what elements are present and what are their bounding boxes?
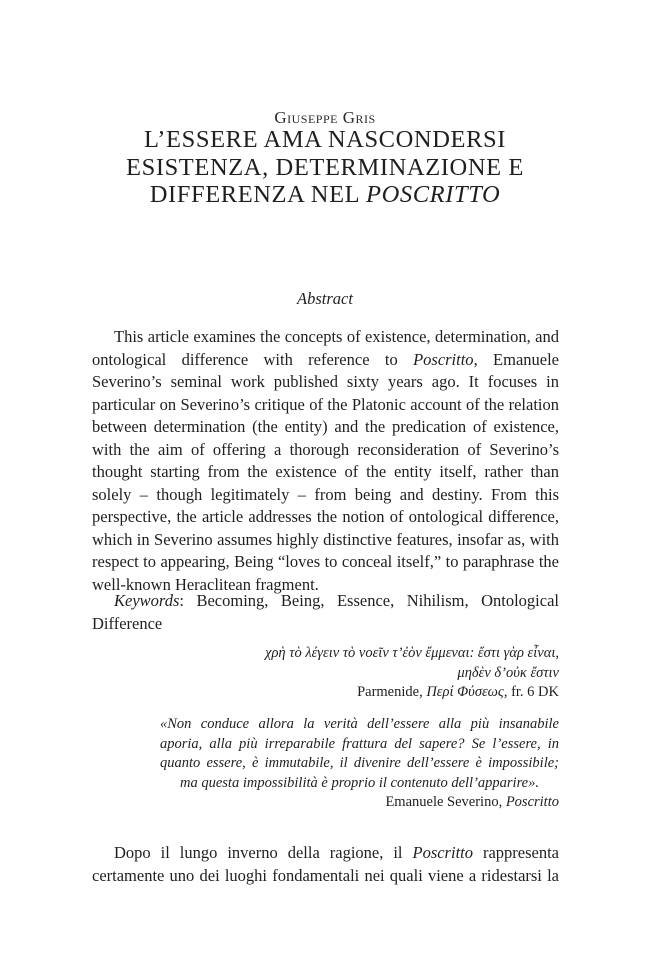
body-text-1: Dopo il lungo inverno della ragione, il [114, 843, 413, 862]
body-paragraph [92, 842, 559, 887]
abstract-text-2: , Emanuele Severino’s seminal work published sixty years ago. It focuses in particular on Severino’s critique of the Platonic account of the relation between determination (the entity) and the predication of existence, with the aim of offering a thorough reconsideration of Severino’s thought starting from the existence of the entity itself, rather than solely – though legitimately – from being and destiny. From this perspective, the article addresses the notion of ontological difference, which in Severino assumes highly distinctive features, insofar as, with respect to appearing, Being “loves to conceal itself,” to paraphrase the well-known Heraclitean fragment. [92, 349, 560, 594]
epigraph-source [160, 793, 559, 813]
abstract-text-italic: Poscritto [413, 349, 474, 369]
keywords-list: : Becoming, Being, Essence, Nihilism, Ontological Difference [92, 591, 559, 633]
title-line-3-plain: DIFFERENZA NEL [149, 181, 367, 208]
keywords [92, 590, 559, 635]
abstract-text-1: This article examines the concepts of existence, determination, and ontological difference with reference to [92, 327, 559, 369]
title-line-3 [0, 181, 650, 209]
epigraph-severino [160, 715, 559, 813]
epigraph-greek-line-2: μηδὲν δ’οὐκ ἔστιν [457, 664, 559, 681]
epigraph-parmenides [160, 644, 559, 703]
epigraph-quote-line-1: «Non conduce allora la verità dell’essere alla più insanabile [160, 716, 559, 732]
body-text [92, 842, 559, 887]
epigraph-quote-line-3: quanto essere, è immutabile, il divenire dell’essere è impossibile; [160, 755, 559, 771]
author-name: Giuseppe Gris [274, 108, 376, 127]
epigraph-quote-line-4: ma questa impossibilità è proprio il contenuto dell’apparire». [180, 774, 539, 791]
abstract-paragraph [92, 326, 559, 596]
epigraph-source-ref: , fr. 6 DK [503, 684, 559, 700]
epigraph-source [160, 683, 559, 703]
epigraph-source-author: Emanuele Severino, [385, 794, 506, 810]
epigraph-source-title: Poscritto [505, 794, 559, 810]
keywords-label: Keywords [114, 591, 180, 610]
body-text-italic: Poscritto [412, 843, 473, 862]
title-line-2: ESISTENZA, DETERMINAZIONE E [126, 153, 524, 181]
epigraph-source-title: Περί Φύσεως [426, 684, 504, 700]
epigraph-quote [160, 715, 559, 793]
epigraph-greek-line-1: χρὴ τὸ λέγειν τὸ νοεῖν τ’ἐὸν ἔμμεναι: ἔστι γὰρ εἶναι, [265, 645, 559, 661]
keywords-paragraph [92, 590, 559, 635]
paper-title [0, 126, 650, 209]
title-line-1: L’ESSERE AMA NASCONDERSI [143, 126, 506, 153]
abstract-body [92, 326, 559, 596]
abstract-heading: Abstract [297, 289, 353, 308]
title-line-3-italic: POSCRITTO [366, 181, 501, 208]
epigraph-source-author: Parmenide, [357, 684, 427, 700]
body-text-2: rappresenta certamente uno dei luoghi fondamentali nei quali viene a ridestarsi la [92, 843, 559, 885]
epigraph-quote-line-2: aporia, alla più irreparabile frattura del sapere? Se l’essere, in [160, 735, 559, 752]
